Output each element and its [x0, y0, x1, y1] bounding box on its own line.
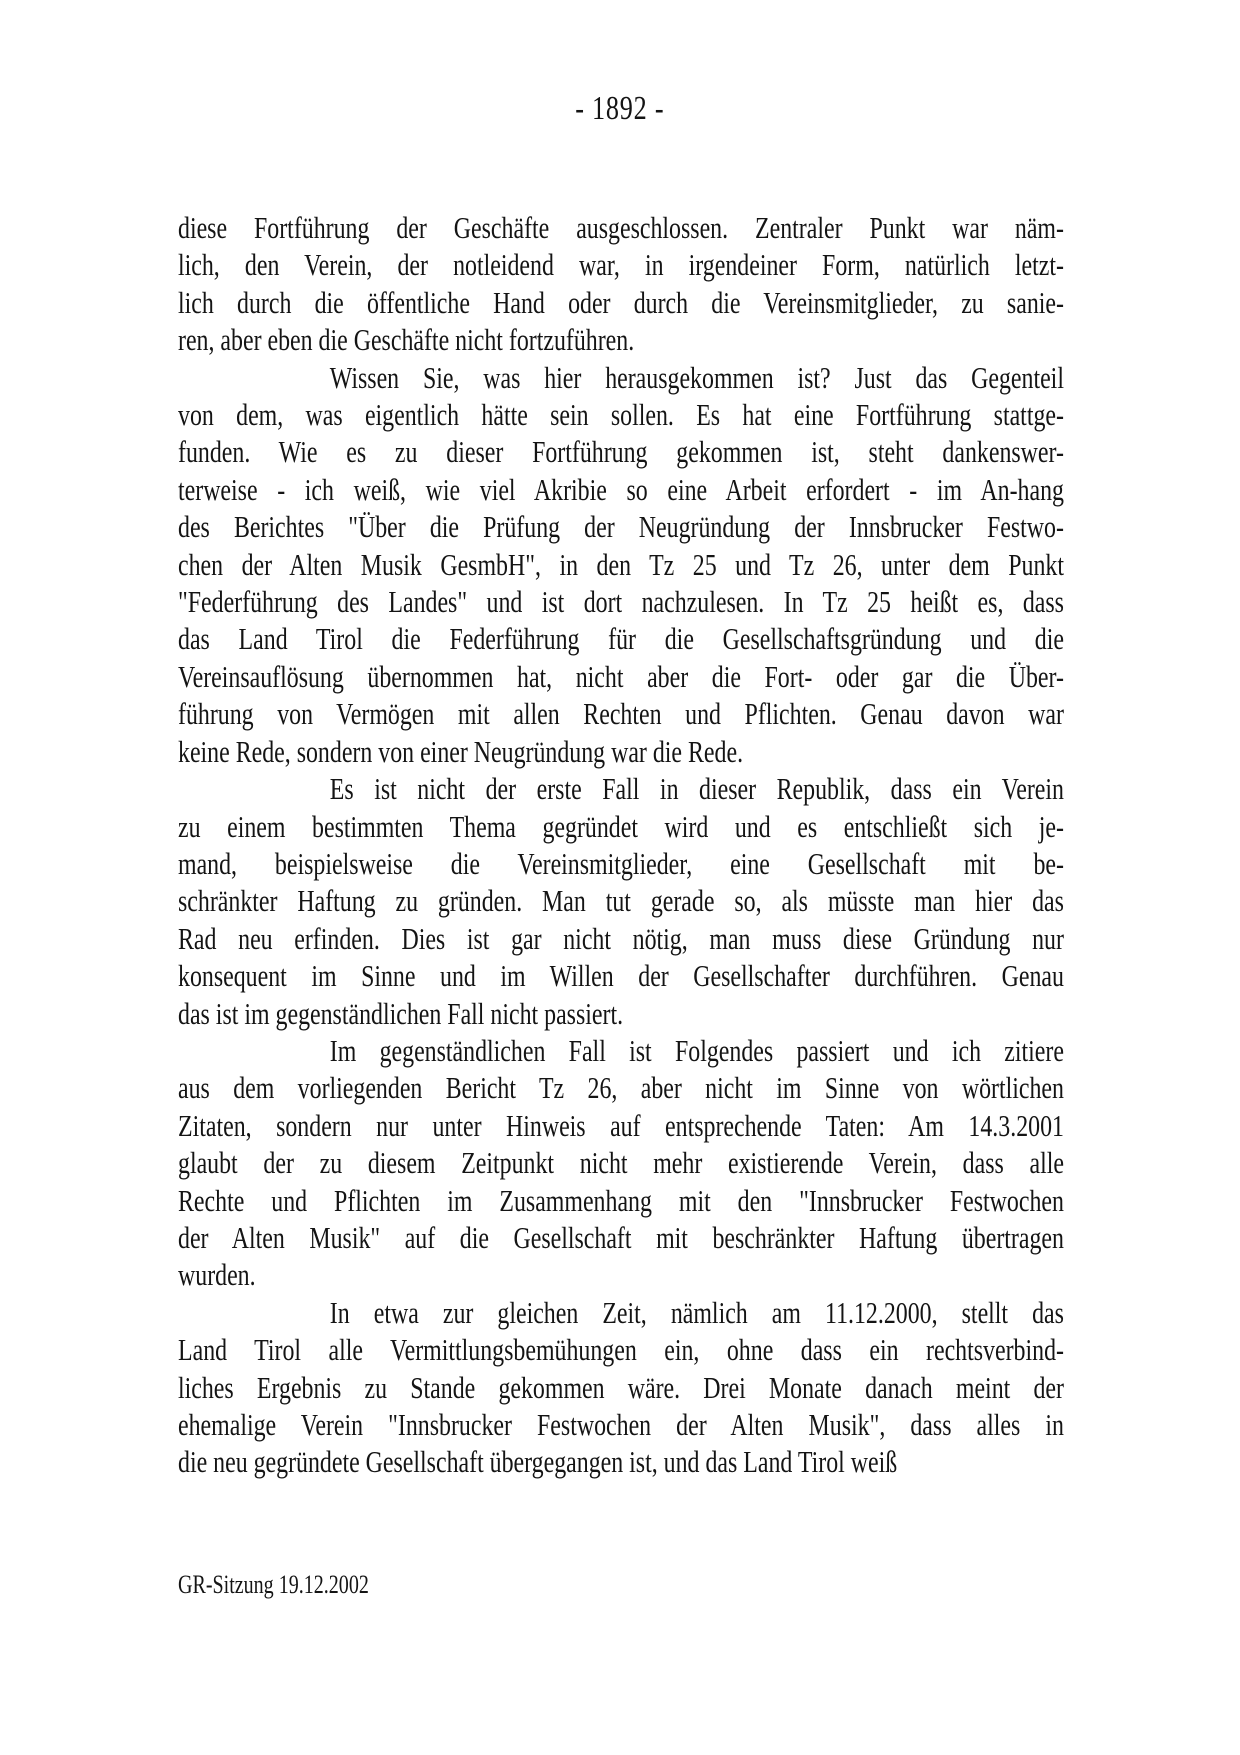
text-line: das Land Tirol die Federführung für die Gesellschaftsgründung und die	[178, 621, 1064, 657]
text-line: schränkter Haftung zu gründen. Man tut gerade so, als müsste man hier das	[178, 883, 1064, 919]
text-line: mand, beispielsweise die Vereinsmitglieder, eine Gesellschaft mit be-	[178, 845, 1064, 881]
text-line: konsequent im Sinne und im Willen der Gesellschafter durchführen. Genau	[178, 958, 1064, 994]
text-line: Rechte und Pflichten im Zusammenhang mit den "Innsbrucker Festwochen	[178, 1182, 1064, 1218]
text-line: chen der Alten Musik GesmbH", in den Tz 25 und Tz 26, unter dem Punkt	[178, 546, 1064, 582]
text-line: funden. Wie es zu dieser Fortführung gekommen ist, steht dankenswer-	[178, 434, 1064, 470]
body-text-column	[178, 209, 1064, 1481]
text-line: terweise - ich weiß, wie viel Akribie so eine Arbeit erfordert - im An-hang	[178, 471, 1064, 507]
text-line: Land Tirol alle Vermittlungsbemühungen ein, ohne dass ein rechtsverbind-	[178, 1332, 1064, 1368]
text-line: Es ist nicht der erste Fall in dieser Republik, dass ein Verein	[329, 771, 1064, 807]
text-line: der Alten Musik" auf die Gesellschaft mit beschränkter Haftung übertragen	[178, 1219, 1064, 1255]
text-line: Vereinsauflösung übernommen hat, nicht aber die Fort- oder gar die Über-	[178, 658, 1064, 694]
text-line: In etwa zur gleichen Zeit, nämlich am 11.12.2000, stellt das	[329, 1294, 1064, 1330]
text-line: Zitaten, sondern nur unter Hinweis auf entsprechende Taten: Am 14.3.2001	[178, 1107, 1064, 1143]
text-line: führung von Vermögen mit allen Rechten und Pflichten. Genau davon war	[178, 696, 1064, 732]
page-footer	[178, 1570, 717, 1600]
footer-note: GR-Sitzung 19.12.2002	[178, 1570, 369, 1599]
page-number: - 1892 -	[575, 90, 665, 127]
text-line: wurden.	[178, 1257, 256, 1293]
text-line: Wissen Sie, was hier herausgekommen ist? Just das Gegenteil	[329, 359, 1064, 395]
text-line: von dem, was eigentlich hätte sein sollen. Es hat eine Fortführung stattge-	[178, 397, 1064, 433]
text-line: ehemalige Verein "Innsbrucker Festwochen der Alten Musik", dass alles in	[178, 1407, 1064, 1442]
text-line: ren, aber eben die Geschäfte nicht fortzuführen.	[178, 322, 635, 358]
page-header	[0, 90, 1240, 128]
text-line: lich, den Verein, der notleidend war, in irgendeiner Form, natürlich letzt-	[178, 247, 1064, 283]
text-line: Rad neu erfinden. Dies ist gar nicht nötig, man muss diese Gründung nur	[178, 920, 1064, 956]
text-line: "Federführung des Landes" und ist dort nachzulesen. In Tz 25 heißt es, dass	[178, 584, 1064, 620]
text-line: liches Ergebnis zu Stande gekommen wäre. Drei Monate danach meint der	[178, 1369, 1064, 1405]
text-line: die neu gegründete Gesellschaft übergegangen ist, und das Land Tirol weiß	[178, 1444, 898, 1480]
text-line: das ist im gegenständlichen Fall nicht passiert.	[178, 995, 624, 1031]
text-line: aus dem vorliegenden Bericht Tz 26, aber nicht im Sinne von wörtlichen	[178, 1070, 1064, 1106]
text-line: keine Rede, sondern von einer Neugründung war die Rede.	[178, 733, 744, 769]
text-line: zu einem bestimmten Thema gegründet wird und es entschließt sich je-	[178, 808, 1064, 844]
body-text	[178, 209, 1064, 1481]
text-line: des Berichtes "Über die Prüfung der Neugründung der Innsbrucker Festwo-	[178, 509, 1064, 545]
text-line: lich durch die öffentliche Hand oder durch die Vereinsmitglieder, zu sanie-	[178, 284, 1064, 320]
text-line: glaubt der zu diesem Zeitpunkt nicht mehr existierende Verein, dass alle	[178, 1145, 1064, 1181]
text-line: Im gegenständlichen Fall ist Folgendes passiert und ich zitiere	[329, 1032, 1064, 1068]
text-line: diese Fortführung der Geschäfte ausgeschlossen. Zentraler Punkt war näm-	[178, 210, 1064, 245]
